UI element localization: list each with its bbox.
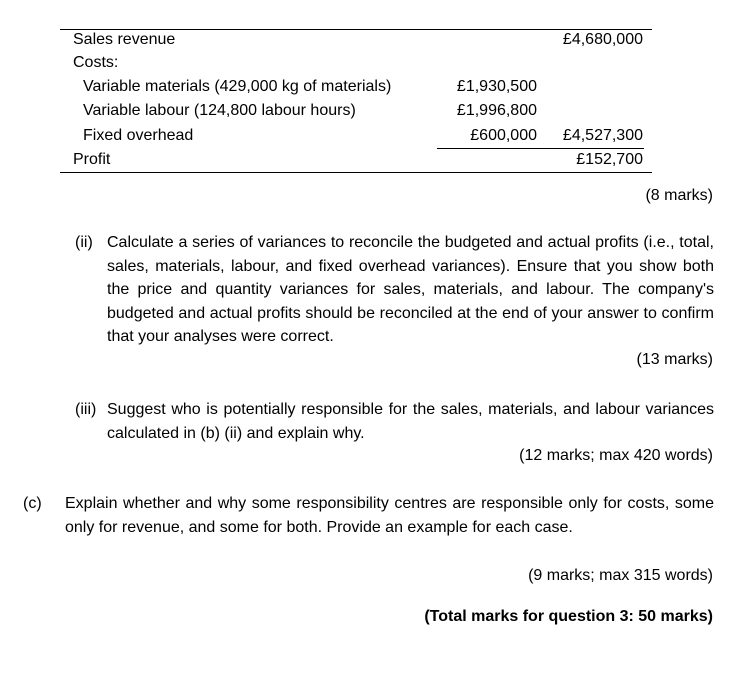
part-ii-text: Calculate a series of variances to reconcile the budgeted and actual profits (i.e., total, sales, materials, labour, and fixed overhead variances). Ensure that you show both the price and quantity variances for sales, materials, and labour. The company's budgeted and actual profits should be reconciled at the end of your answer to confirm that your analyses were correct. bbox=[107, 234, 714, 345]
part-ii-label: (ii) bbox=[75, 234, 93, 251]
marks-table: (8 marks) bbox=[645, 187, 713, 204]
table-row-col2: £4,527,300 bbox=[562, 127, 643, 144]
marks-ii: (13 marks) bbox=[636, 351, 713, 368]
part-c-label: (c) bbox=[23, 495, 42, 512]
table-row-col2: £4,680,000 bbox=[562, 31, 643, 48]
table-row-label: Profit bbox=[73, 151, 111, 168]
marks-iii: (12 marks; max 420 words) bbox=[519, 447, 713, 464]
table-row-col1: £1,996,800 bbox=[456, 102, 537, 119]
table-row-col1: £1,930,500 bbox=[456, 78, 537, 95]
table-row-label: Fixed overhead bbox=[83, 127, 194, 144]
table-bottom-rule bbox=[60, 172, 652, 173]
table-row-label: Costs: bbox=[73, 54, 119, 71]
table-row-label: Sales revenue bbox=[73, 31, 176, 48]
table-row-label: Variable materials (429,000 kg of materials) bbox=[83, 78, 392, 95]
subtotal-rule bbox=[437, 148, 644, 149]
part-c-text: Explain whether and why some responsibility centres are responsible only for costs, some only for revenue, and some for both. Provide an example for each case. bbox=[65, 495, 714, 536]
table-row-col1: £600,000 bbox=[470, 127, 537, 144]
total-marks: (Total marks for question 3: 50 marks) bbox=[424, 608, 713, 625]
marks-c: (9 marks; max 315 words) bbox=[528, 567, 713, 584]
part-iii-label: (iii) bbox=[75, 401, 97, 418]
table-row-col2: £152,700 bbox=[576, 151, 643, 168]
table-row-label: Variable labour (124,800 labour hours) bbox=[83, 102, 356, 119]
part-iii-text: Suggest who is potentially responsible for the sales, materials, and labour variances calculated in (b) (ii) and explain why. bbox=[107, 401, 714, 442]
